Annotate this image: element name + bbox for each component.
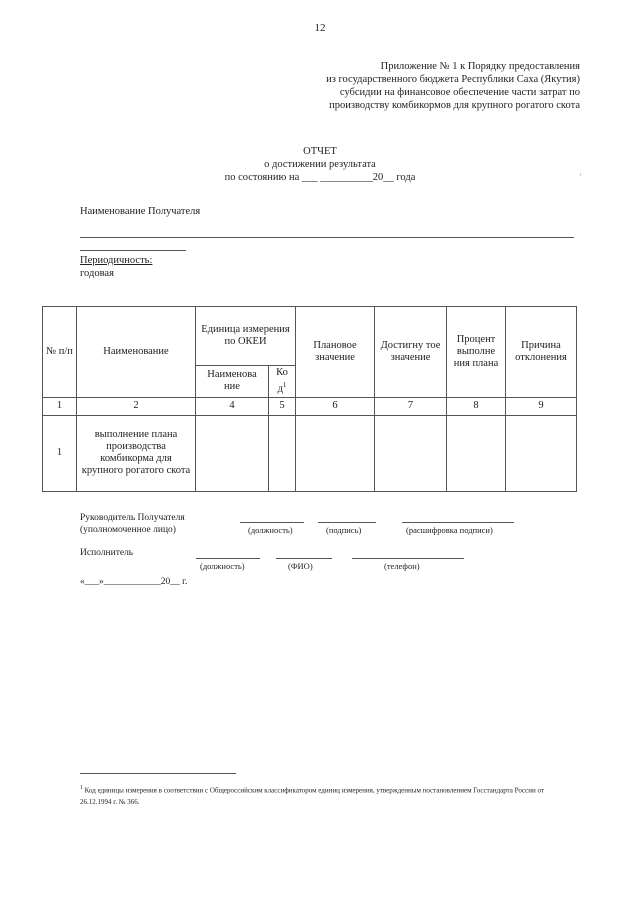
header-unit-name: Наименова ние <box>196 366 269 398</box>
footnote <box>80 782 570 808</box>
executor-fio-label: (ФИО) <box>288 561 313 571</box>
appendix-line-4: производству комбикормов для крупного рогатого скота <box>329 100 580 111</box>
row-percent-cell <box>447 415 506 491</box>
executor-phone-label: (телефон) <box>384 561 420 571</box>
executor-position-label: (должность) <box>200 561 245 571</box>
appendix-line-1: Приложение № 1 к Порядку предоставления <box>380 61 580 72</box>
header-name: Наименование <box>77 307 196 398</box>
head-signature-label <box>80 512 185 536</box>
head-signature-line <box>318 522 376 523</box>
footnote-ref: 1 <box>282 381 287 389</box>
head-signature-caption: (подпись) <box>326 525 362 535</box>
row-num: 1 <box>43 415 77 491</box>
recipient-label: Наименование Получателя <box>80 206 201 217</box>
margin-mark: ' <box>580 172 582 182</box>
periodicity <box>80 254 152 280</box>
report-table <box>42 306 577 492</box>
head-position-label: (должность) <box>248 525 293 535</box>
col-number: 1 <box>43 397 77 415</box>
footnote-text: Код единицы измерения в соответствии с Общероссийским классификатором единиц измерения, утвержденным постановлением Госстандарта России от 26.12.1994 г. № 366. <box>80 786 544 807</box>
row-unit-name-cell <box>196 415 269 491</box>
recipient-name-line-short <box>80 250 186 251</box>
col-number: 4 <box>196 397 269 415</box>
row-achieved-cell <box>375 415 447 491</box>
header-reason: Причина отклонения <box>506 307 577 398</box>
date-line: «___»____________20__ г. <box>80 577 188 587</box>
periodicity-label: Периодичность: <box>80 255 153 266</box>
row-reason-cell <box>506 415 577 491</box>
col-number: 2 <box>77 397 196 415</box>
header-unit-code <box>269 366 296 398</box>
footnote-separator <box>80 773 236 774</box>
report-date-line: по состоянию на ___ __________20__ года <box>224 172 416 183</box>
col-number: 9 <box>506 397 577 415</box>
head-decoding-label: (расшифровка подписи) <box>406 525 493 535</box>
header-percent: Процент выполне ния плана <box>447 307 506 398</box>
appendix-line-3: субсидии на финансовое обеспечение части затрат по <box>339 87 580 98</box>
footnote-mark: 1 <box>80 785 83 791</box>
col-number: 5 <box>269 397 296 415</box>
head-decoding-line <box>402 522 514 523</box>
recipient-name-line <box>80 237 574 238</box>
row-name: выполнение плана производства комбикорма для крупного рогатого скота <box>77 415 196 491</box>
header-num: № п/п <box>43 307 77 398</box>
periodicity-value: годовая <box>80 268 114 279</box>
col-number: 7 <box>375 397 447 415</box>
header-unit: Единица измерения по ОКЕИ <box>196 307 296 366</box>
executor-phone-line <box>352 558 464 559</box>
report-title: ОТЧЕТ <box>303 146 337 157</box>
col-number: 6 <box>296 397 375 415</box>
appendix-header <box>250 60 580 112</box>
head-label-line2: (уполномоченное лицо) <box>80 525 176 535</box>
row-unit-code-cell <box>269 415 296 491</box>
header-achieved: Достигну тое значение <box>375 307 447 398</box>
page-number: 12 <box>314 22 326 34</box>
report-subtitle: о достижении результата <box>264 159 376 170</box>
header-plan: Плановое значение <box>296 307 375 398</box>
col-number: 8 <box>447 397 506 415</box>
row-plan-cell <box>296 415 375 491</box>
head-position-line <box>240 522 304 523</box>
executor-label: Исполнитель <box>80 548 134 558</box>
head-label-line1: Руководитель Получателя <box>80 513 185 523</box>
header-unit-code-text: Ко д <box>276 367 288 395</box>
appendix-line-2: из государственного бюджета Республики Саха (Якутия) <box>326 74 580 85</box>
executor-fio-line <box>276 558 332 559</box>
report-title-block <box>0 145 640 184</box>
executor-position-line <box>196 558 260 559</box>
